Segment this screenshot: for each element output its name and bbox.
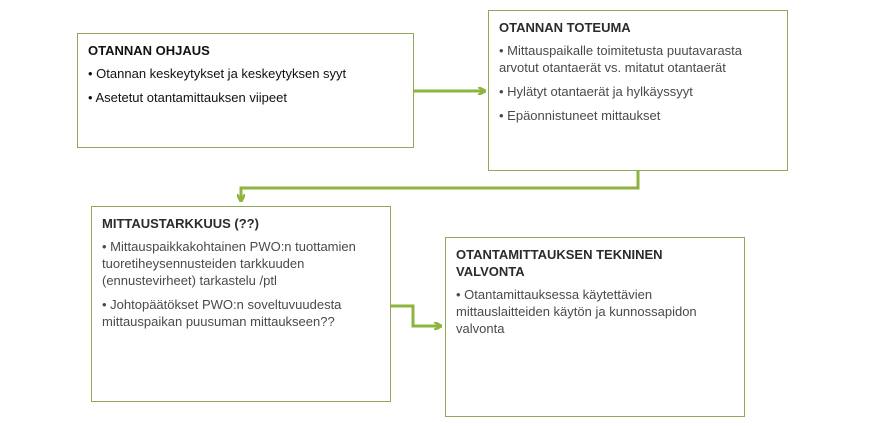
- bullet-list: [499, 42, 777, 124]
- list-item: • Mittauspaikkakohtainen PWO:n tuottamien tuoretiheysennusteiden tarkkuuden (ennustevirheet) tarkastelu /ptl: [102, 238, 380, 289]
- list-item: • Asetetut otantamittauksen viipeet: [88, 89, 403, 106]
- box-otannan-ohjaus: [77, 33, 414, 148]
- box-title: OTANNAN OHJAUS: [88, 43, 210, 58]
- box-tekninen-valvonta: [445, 237, 745, 417]
- list-item: • Epäonnistuneet mittaukset: [499, 107, 777, 124]
- bullet-list: [102, 238, 380, 330]
- arrow-toteuma-to-tarkkuus: [241, 171, 638, 200]
- list-item: • Hylätyt otantaerät ja hylkäyssyyt: [499, 83, 777, 100]
- bullet-list: [456, 286, 734, 337]
- box-mittaustarkkuus: [91, 206, 391, 402]
- arrow-tarkkuus-to-valvonta: [391, 306, 440, 326]
- list-item: • Johtopäätökset PWO:n soveltuvuudesta mittauspaikan puusuman mittaukseen??: [102, 296, 380, 330]
- bullet-list: [88, 65, 403, 106]
- list-item: • Otannan keskeytykset ja keskeytyksen syyt: [88, 65, 403, 82]
- box-title: OTANNAN TOTEUMA: [499, 20, 631, 35]
- box-otannan-toteuma: [488, 10, 788, 171]
- box-title: OTANTAMITTAUKSEN TEKNINEN VALVONTA: [456, 247, 663, 279]
- box-title: MITTAUSTARKKUUS (??): [102, 216, 259, 231]
- list-item: • Mittauspaikalle toimitetusta puutavarasta arvotut otantaerät vs. mitatut otantaerät: [499, 42, 777, 76]
- list-item: • Otantamittauksessa käytettävien mittauslaitteiden käytön ja kunnossapidon valvonta: [456, 286, 734, 337]
